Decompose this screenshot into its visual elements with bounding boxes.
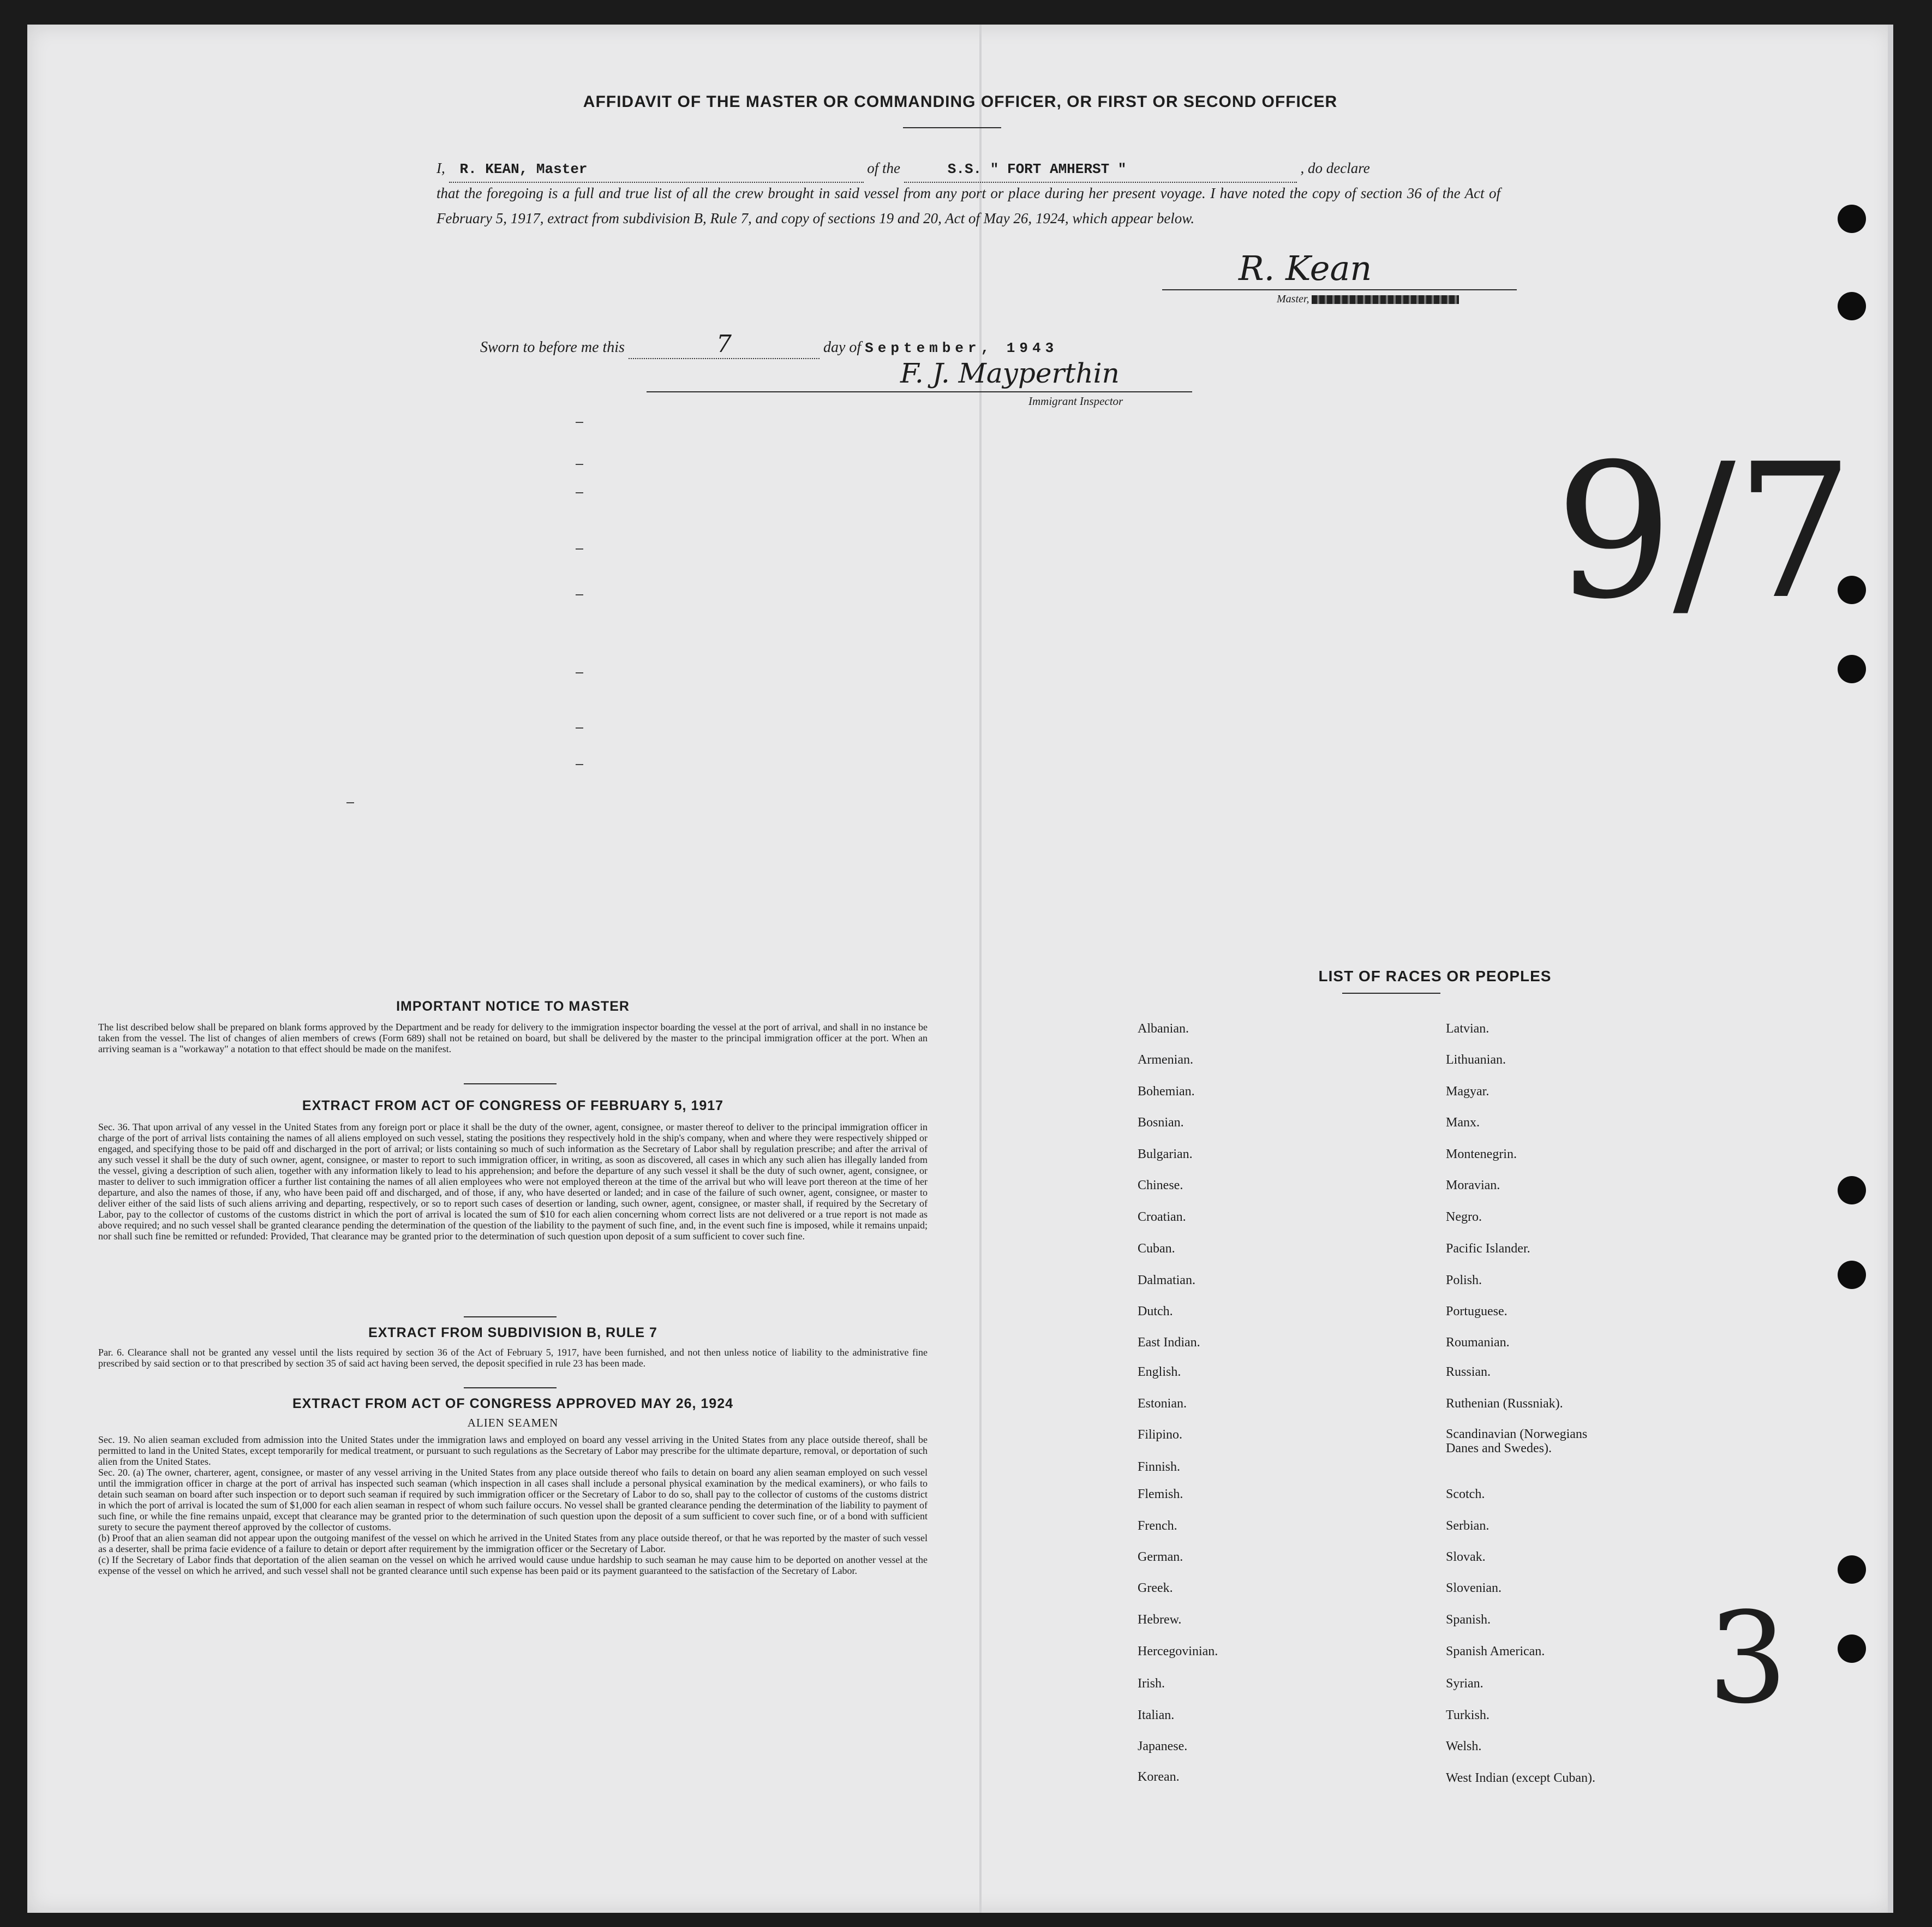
race-item: Armenian.: [1138, 1053, 1193, 1067]
sec20a-text: Sec. 20. (a) The owner, charterer, agent, consignee, or master of any vessel arriving in the United States from any place outside thereof who fails to detain on board any alien seaman employed on such vessel until the immigration officer in charge at the port of arrival has inspected such seaman (which inspection in all cases shall include a personal physical examination by the medical examiners), or who fails to detain such seaman on board after such inspection or to deport such seaman if required by such immigration officer or the Secretary of Labor to do so, shall pay to the collector of customs of the customs district in which the port of arrival is located the sum of $1,000 for each alien seaman in respect of whom such failure occurs. No vessel shall be granted clearance pending the determination of the liability to payment of such fine, or while the fine remains unpaid, except that clearance may be granted prior to the determination of such question upon the deposit of a sum sufficient to cover such fine, or of a bond with sufficient surety to secure the payment thereof approved by the collector of customs.: [98, 1467, 928, 1532]
race-item: Irish.: [1138, 1677, 1165, 1691]
race-item: Hebrew.: [1138, 1613, 1182, 1627]
sec19-text: Sec. 19. No alien seaman excluded from admission into the United States under the immigration laws and employed on board any vessel arriving in the United States from any place outside thereof, shall be permitted to land in the United States, except temporarily for medical treatment, or pursuant to such regulations as the Secretary of Labor may prescribe for the ultimate departure, removal, or deportation of such alien from the United States.: [98, 1434, 928, 1467]
faint-mark: [576, 492, 583, 493]
race-item: Syrian.: [1446, 1677, 1484, 1691]
of-the-text: of the: [867, 160, 900, 176]
race-item: Bosnian.: [1138, 1115, 1184, 1130]
race-item: Roumanian.: [1446, 1335, 1510, 1350]
affidavit-line1: [436, 156, 1500, 183]
affidavit-body: that the foregoing is a full and true list of all the crew brought in said vessel from any port or place during her present voyage. I have noted the copy of section 36 of the Act of February 5, 1917, extract from subdivision B, Rule 7, and copy of sections 19 and 20, Act of May 26, 1924, which appear below.: [436, 185, 1500, 226]
race-item: Finnish.: [1138, 1460, 1181, 1474]
notice-text: The list described below shall be prepared on blank forms approved by the Department and be ready for delivery to the immigration inspector boarding the vessel at the port of arrival, and shall in no instance be taken from the vessel. The list of changes of alien members of crews (Form 689) shall not be retained on board, but shall be delivered by the master to the principal immigration officer at the port. When an arriving seaman is a "workaway" a notation to that effect should be made on the manifest.: [98, 1022, 928, 1054]
signature-line: [1162, 289, 1517, 290]
race-item: Scandinavian (Norwegians Danes and Swedes).: [1446, 1427, 1588, 1455]
race-item: English.: [1138, 1365, 1181, 1379]
sworn-day: 7: [716, 330, 732, 358]
faint-mark: [576, 422, 583, 423]
day-of-text: day of: [823, 339, 862, 356]
race-item: Flemish.: [1138, 1487, 1183, 1501]
faint-mark: [346, 802, 354, 803]
race-item: Cuban.: [1138, 1242, 1175, 1256]
race-item: Filipino.: [1138, 1428, 1183, 1442]
race-item: Croatian.: [1138, 1210, 1186, 1224]
extract1-text: Sec. 36. That upon arrival of any vessel in the United States from any foreign port or place it shall be the duty of the owner, agent, consignee, or master thereof to deliver to the principal immigration officer in charge of the port of arrival lists containing the names of all aliens employed on such vessel, stating the positions they respectively hold in the ship's company, when and where they were respectively shipped or engaged, and specifying those to be paid off and discharged in the port of arrival; or lists containing so much of such information as the Secretary of Labor shall by regulation prescribe; and after the arrival of any such vessel it shall be the duty of such owner, agent, consignee, or master to report to such immigration officer, in writing, as soon as discovered, all cases in which any such alien has illegally landed from the vessel, giving a description of such alien, together with any information likely to lead to his apprehension; and before the departure of any such vessel it shall be the duty of such owner, agent, consignee, or master to deliver to such immigration officer a further list containing the names of all alien employees who were not employed thereon at the time of the arrival but who will leave port thereon at the time of her departure, and also the names of those, if any, who have been paid off and discharged, and of those, if any, who have deserted or landed; and in case of the failure of such owner, agent, consignee, or master to deliver either of the said lists of such aliens arriving and departing, respectively, or so to report such cases of desertion or landing, such owner, agent, consignee, or master shall, if required by the Secretary of Labor, pay to the collector of customs of the customs district in which the port of arrival is located the sum of $10 for each alien concerning whom correct lists are not delivered or a true report is not made as above required; and no such vessel shall be granted clearance pending the determination of the question of the liability to the payment of such fine, and, in the event such fine is imposed, while it remains unpaid; nor shall such fine be remitted or refunded: Provided, That clearance may be granted prior to the determination of such question upon deposit of a sum sufficient to cover such fine.: [98, 1121, 928, 1242]
race-item: Scotch.: [1446, 1487, 1485, 1501]
signature-caption: [1277, 293, 1459, 306]
race-item: Dutch.: [1138, 1304, 1173, 1319]
extract3-heading: EXTRACT FROM ACT OF CONGRESS APPROVED MAY 26, 1924: [292, 1396, 734, 1411]
race-item: Estonian.: [1138, 1397, 1187, 1411]
race-item: Spanish American.: [1446, 1644, 1545, 1658]
inspector-line: [647, 391, 1192, 392]
extract2-heading: EXTRACT FROM SUBDIVISION B, RULE 7: [368, 1325, 657, 1340]
section-rule: [464, 1387, 557, 1388]
race-item: Hercegovinian.: [1138, 1644, 1218, 1658]
master-signature: R. Kean: [1239, 248, 1372, 288]
race-item: Latvian.: [1446, 1022, 1490, 1036]
inspector-caption: Immigrant Inspector: [1028, 395, 1123, 408]
race-item: Pacific Islander.: [1446, 1242, 1530, 1256]
race-item: Spanish.: [1446, 1613, 1491, 1627]
race-item: Moravian.: [1446, 1178, 1500, 1192]
affidavit-i: I,: [436, 160, 445, 176]
race-item: Welsh.: [1446, 1739, 1482, 1753]
race-item: Japanese.: [1138, 1739, 1188, 1753]
race-item: Korean.: [1138, 1770, 1180, 1784]
race-item: Polish.: [1446, 1273, 1482, 1287]
punch-hole: [1838, 1555, 1866, 1584]
race-item: Manx.: [1446, 1115, 1480, 1130]
race-item: Chinese.: [1138, 1178, 1183, 1192]
affidavit-title: AFFIDAVIT OF THE MASTER OR COMMANDING OFFICER, OR FIRST OR SECOND OFFICER: [583, 93, 1338, 111]
race-item: Russian.: [1446, 1365, 1491, 1379]
race-item: Slovak.: [1446, 1550, 1486, 1564]
vessel-name: S.S. " FORT AMHERST ": [947, 161, 1127, 177]
extract2-text: Par. 6. Clearance shall not be granted any vessel until the lists required by section 36 of the Act of February 5, 1917, have been furnished, and not then unless notice of liability to the administrative fine prescribed by said section or to that prescribed by section 35 of said act having been served, the deposit specified in rule 23 has been made.: [98, 1347, 928, 1369]
section-rule: [464, 1316, 557, 1317]
handwritten-date-mark: 9/7: [1555, 424, 1854, 640]
declarant-name: R. KEAN, Master: [459, 161, 588, 177]
race-item: Albanian.: [1138, 1022, 1189, 1036]
race-item: Ruthenian (Russniak).: [1446, 1397, 1563, 1411]
notice-heading: IMPORTANT NOTICE TO MASTER: [396, 999, 630, 1014]
race-item: Portuguese.: [1446, 1304, 1508, 1319]
faint-mark: [576, 548, 583, 550]
punch-hole: [1838, 655, 1866, 683]
punch-hole: [1838, 292, 1866, 320]
race-item: Lithuanian.: [1446, 1053, 1506, 1067]
race-item: Greek.: [1138, 1581, 1173, 1595]
race-item: Bohemian.: [1138, 1084, 1195, 1099]
race-item: Turkish.: [1446, 1708, 1490, 1722]
faint-mark: [576, 764, 583, 765]
extract3-body: [98, 1434, 928, 1576]
extract1-heading: EXTRACT FROM ACT OF CONGRESS OF FEBRUARY 5, 1917: [302, 1098, 724, 1113]
sworn-month-year: September, 1943: [865, 340, 1058, 356]
race-item: Negro.: [1446, 1210, 1482, 1224]
race-item: Magyar.: [1446, 1084, 1490, 1099]
punch-hole: [1838, 1634, 1866, 1663]
punch-hole: [1838, 1176, 1866, 1204]
faint-mark: [576, 672, 583, 673]
fold-line: [979, 25, 982, 1913]
race-item: Montenegrin.: [1446, 1147, 1517, 1161]
race-item: West Indian (except Cuban).: [1446, 1771, 1595, 1785]
race-item: Bulgarian.: [1138, 1147, 1193, 1161]
faint-mark: [576, 594, 583, 595]
sec20b-text: (b) Proof that an alien seaman did not appear upon the outgoing manifest of the vessel on which he arrived in the United States from any place outside thereof, or that he was reported by the master of such vessel as a deserter, shall be prima facie evidence of a failure to detain or deport after requirement by the immigration officer or the Secretary of Labor.: [98, 1532, 928, 1554]
sec20c-text: (c) If the Secretary of Labor finds that deportation of the alien seaman on the vessel on which he arrived would cause undue hardship to such seaman he may cause him to be deported on another vessel at the expense of the vessel on which he arrived, and such vessel shall not be granted clearance until such expense has been paid or its payment guaranteed to the satisfaction of the Secretary of Labor.: [98, 1554, 928, 1576]
races-heading: LIST OF RACES OR PEOPLES: [1318, 968, 1552, 985]
handwritten-page-number: 3: [1708, 1586, 1788, 1732]
inspector-signature: F. J. Mayperthin: [900, 357, 1120, 389]
punch-hole: [1838, 205, 1866, 233]
races-rule: [1342, 993, 1440, 994]
faint-mark: [576, 727, 583, 729]
race-item: Serbian.: [1446, 1519, 1490, 1533]
faint-mark: [576, 464, 583, 465]
sworn-prefix: Sworn to before me this: [480, 339, 625, 356]
race-item: Slovenian.: [1446, 1581, 1502, 1595]
race-item: French.: [1138, 1519, 1177, 1533]
extract3-subheading: ALIEN SEAMEN: [467, 1416, 559, 1429]
section-rule: [464, 1083, 557, 1084]
punch-hole: [1838, 1261, 1866, 1289]
race-item: East Indian.: [1138, 1335, 1200, 1350]
page-edge: [1888, 25, 1893, 1913]
race-item: Dalmatian.: [1138, 1273, 1195, 1287]
sworn-line: [480, 330, 1058, 359]
do-declare-text: , do declare: [1300, 160, 1370, 176]
race-item: Italian.: [1138, 1708, 1175, 1722]
master-caption: Master,: [1277, 293, 1309, 305]
race-item: German.: [1138, 1550, 1183, 1564]
title-rule: [903, 127, 1001, 128]
document-page: [27, 25, 1893, 1913]
struck-text: [1312, 295, 1459, 304]
